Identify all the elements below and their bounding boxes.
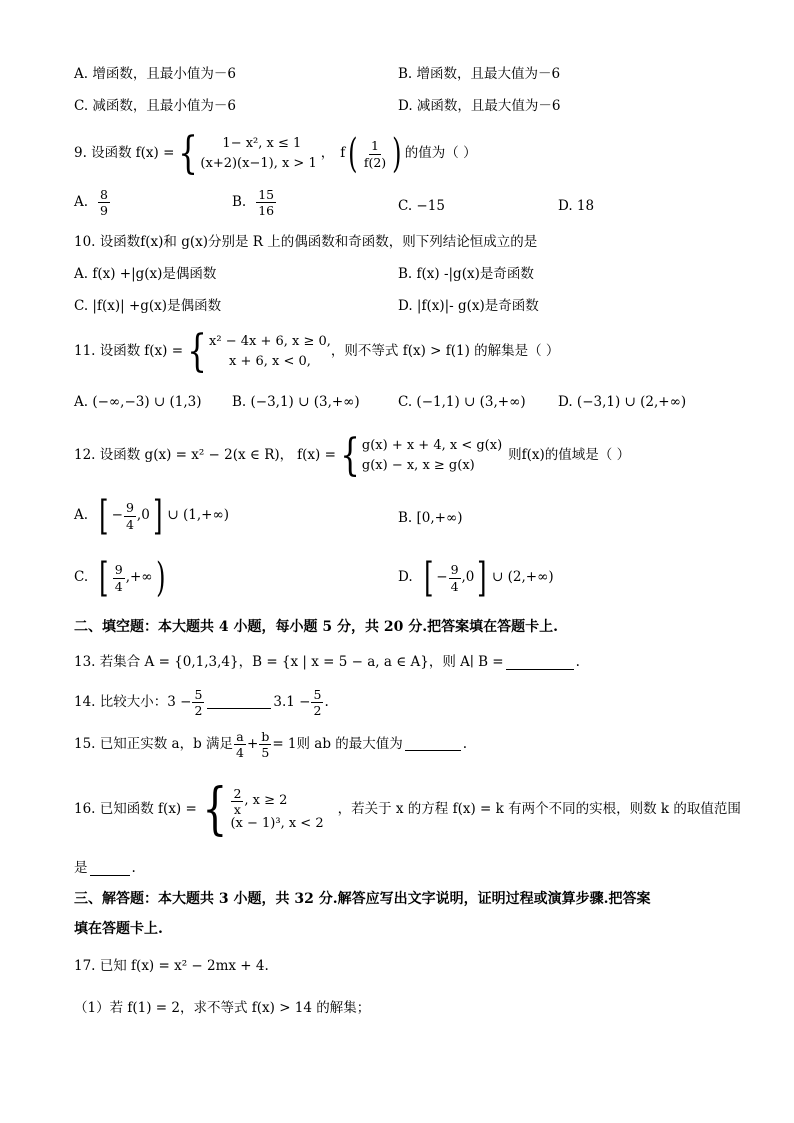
q12-option-d-label: D.: [398, 569, 413, 586]
q12-piece-1: g(x) + x + 4, x < g(x): [361, 437, 503, 453]
q16-frac-den: x: [233, 802, 241, 818]
q11-suffix: ，则不等式 f(x) > f(1) 的解集是（ ）: [330, 343, 560, 360]
q15-frac-1-den: 4: [236, 745, 244, 761]
q11-option-b: B. (−3,1) ∪ (3,+∞): [232, 394, 360, 410]
q9-piece-2: (x+2)(x−1), x > 1: [200, 156, 317, 171]
q12-option-c-rest: ,+∞: [125, 569, 153, 586]
q10-option-d: D. |f(x)|- g(x)是奇函数: [398, 298, 539, 314]
q11-piece-1: x² − 4x + 6, x ≥ 0,: [209, 333, 331, 349]
q12-option-d-rest: ,0: [461, 569, 475, 586]
q12-option-a-rest: ,0: [136, 507, 150, 524]
q14-mid: 3.1 −: [273, 693, 311, 710]
q16-frac-num: 2: [233, 785, 242, 801]
q12-option-d-tail: ∪ (2,+∞): [492, 569, 554, 586]
q12-suffix: 则f(x)的值域是（ ）: [508, 447, 631, 464]
q9-prefix: 9. 设函数: [74, 145, 132, 162]
q11-option-d: D. (−3,1) ∪ (2,+∞): [558, 394, 687, 410]
q11-option-a: A. (−∞,−3) ∪ (1,3): [74, 394, 202, 410]
q14-frac-1-num: 5: [194, 687, 203, 702]
section-2-heading: 二、填空题：本大题共 4 小题，每小题 5 分，共 20 分.把答案填在答题卡上.: [74, 619, 558, 635]
q9-option-a-label: A.: [74, 193, 89, 210]
q12-option-c-num: 9: [114, 562, 123, 578]
q11-piece-2: x + 6, x < 0,: [229, 354, 311, 369]
q15-end: .: [462, 735, 468, 752]
q13-end: .: [575, 654, 580, 670]
q16-piece-1: , x ≥ 2: [244, 793, 288, 809]
q10-stem: 10. 设函数f(x)和 g(x)分别是 R 上的偶函数和奇函数，则下列结论恒成立的是: [74, 234, 538, 250]
q9-option-a: [74, 188, 111, 217]
section-3-heading-line-2: 填在答题卡上.: [74, 921, 163, 937]
q13-answer-blank[interactable]: [506, 668, 574, 670]
q14-answer-blank[interactable]: [207, 707, 271, 709]
q12-option-a: A. [ − $\frac{9}{4}$ ,0 ] ∪ (1,+∞): [74, 493, 229, 539]
q10-option-b: B. f(x) -|g(x)是奇函数: [398, 266, 534, 282]
q16-piece-2: (x − 1)³, x < 2: [230, 816, 324, 832]
q8-option-d: D. 减函数，且最大值为－6: [398, 98, 561, 114]
q16-line-2-text: 是: [74, 860, 88, 876]
q9-option-b-den: 16: [258, 203, 275, 219]
q15-stem: [74, 730, 467, 759]
q13-text: 13. 若集合 A = {0,1,3,4}，B = {x | x = 5 − a, a ∈ A}，则 A∣ B =: [74, 654, 504, 670]
q12-option-a-num: 9: [125, 500, 134, 516]
q12-option-c-label: C.: [74, 569, 89, 586]
q14-frac-2-den: 2: [313, 703, 322, 719]
q9-piece-1: 1− x², x ≤ 1: [222, 135, 302, 151]
q15-prefix: 15. 已知正实数 a，b 满足: [74, 735, 234, 752]
q11-stem: 11. 设函数 f(x) = { x² − 4x + 6, x ≥ 0, x + 6, x < 0, ，则不等式 f(x) > f(1) 的解集是（ ）: [74, 326, 560, 377]
q9-suffix: 的值为（ ）: [404, 145, 477, 162]
q12-option-a-den: 4: [125, 516, 134, 532]
q12-piece-2: g(x) − x, x ≥ g(x): [361, 458, 475, 473]
q12-option-c: C. [ $\frac{9}{4}$ ,+∞ ): [74, 555, 166, 601]
q12-prefix: 12. 设函数 g(x) = x² − 2(x ∈ R)，: [74, 447, 294, 464]
q15-frac-1-num: a: [236, 729, 244, 744]
q12-stem: 12. 设函数 g(x) = x² − 2(x ∈ R)， f(x) = { g(x) + x + 4, x < g(x) g(x) − x, x ≥ g(x) 则f(x)的值域是（ ）: [74, 430, 631, 481]
q10-option-c: C. |f(x)| +g(x)是偶函数: [74, 298, 222, 314]
q13-stem: [74, 656, 580, 670]
q15-plus: +: [247, 735, 259, 752]
q11-prefix: 11. 设函数: [74, 343, 141, 360]
q8-option-b: B. 增函数，且最大值为－6: [398, 66, 561, 82]
q16-suffix: ，若关于 x 的方程 f(x) = k 有两个不同的实根，则数 k 的取值范围: [337, 801, 741, 818]
q12-fx: f(x) =: [297, 447, 336, 464]
q12-option-a-label: A.: [74, 507, 89, 524]
q12-option-a-tail: ∪ (1,+∞): [167, 507, 229, 524]
q9-option-b-num: 15: [258, 187, 275, 202]
q12-option-d-den: 4: [450, 578, 459, 594]
q9-option-b: [232, 188, 277, 217]
q12-option-d: D. [ − $\frac{9}{4}$ ,0 ] ∪ (2,+∞): [398, 555, 554, 601]
q15-frac-2-den: 5: [261, 745, 270, 761]
q9-stem: 9. 设函数 f(x) = { 1− x², x ≤ 1 (x+2)(x−1), x > 1 ， f ( $\frac{1}{f(2)}$ ) 的值为（ ）: [74, 128, 477, 179]
q15-frac-2-num: b: [261, 729, 270, 744]
q14-end: .: [324, 693, 329, 710]
q9-option-a-num: 8: [100, 187, 108, 202]
q12-option-b: B. [0,+∞): [398, 510, 463, 526]
q16-answer-blank[interactable]: [90, 874, 130, 876]
q17-part-1: （1）若 f(1) = 2，求不等式 f(x) > 14 的解集；: [74, 1000, 371, 1016]
q14-stem: [74, 688, 329, 717]
q10-option-a: A. f(x) +|g(x)是偶函数: [74, 266, 217, 282]
q11-option-c: C. (−1,1) ∪ (3,+∞): [398, 394, 526, 410]
q9-option-c: C. −15: [398, 198, 445, 214]
q14-frac-1-den: 2: [194, 703, 203, 719]
q12-option-c-den: 4: [114, 578, 123, 594]
q16-prefix: 16. 已知函数 f(x) =: [74, 801, 197, 818]
q14-prefix: 14. 比较大小：3 −: [74, 693, 192, 710]
q14-frac-2-num: 5: [313, 687, 322, 702]
q8-option-c: C. 减函数，且最小值为－6: [74, 98, 237, 114]
q16-stem: 16. 已知函数 f(x) = { $\frac{2}{x}$ , x ≥ 2 (x − 1)³, x < 2 ，若关于 x 的方程 f(x) = k 有两个不同的实根，则数 k 的取值范围: [74, 777, 741, 842]
q9-option-a-den: 9: [100, 203, 108, 219]
q16-end: .: [131, 860, 136, 876]
q9-option-d: D. 18: [558, 198, 595, 214]
q15-mid: = 1则 ab 的最大值为: [272, 735, 403, 752]
q17-stem: 17. 已知 f(x) = x² − 2mx + 4.: [74, 958, 269, 974]
q8-option-a: A. 增函数，且最小值为－6: [74, 66, 236, 82]
q16-line-2: [74, 862, 136, 876]
q15-answer-blank[interactable]: [405, 749, 461, 751]
q12-option-d-num: 9: [450, 562, 459, 578]
q9-option-b-label: B.: [232, 193, 247, 210]
section-3-heading-line-1: 三、解答题：本大题共 3 小题，共 32 分.解答应写出文字说明，证明过程或演算步骤.把答案: [74, 891, 651, 907]
